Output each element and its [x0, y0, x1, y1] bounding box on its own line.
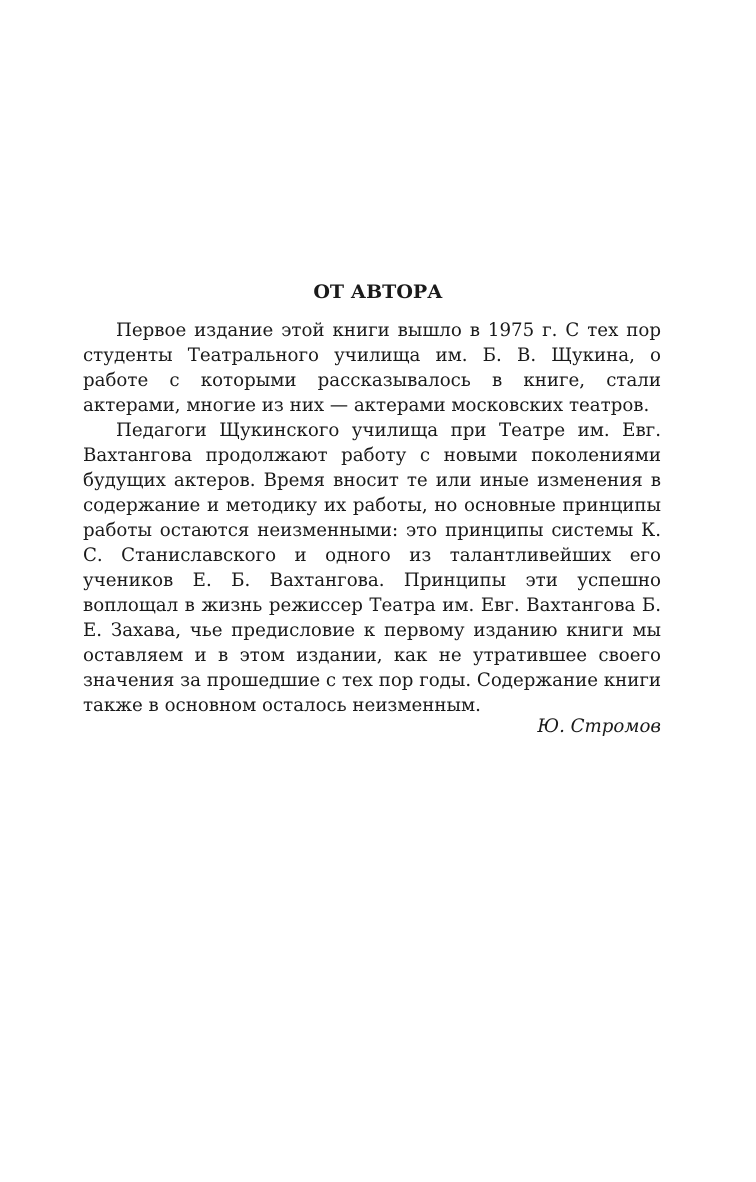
page-title: ОТ АВТОРА: [313, 281, 443, 303]
author-signature: Ю. Стромов: [537, 716, 661, 737]
body-text: [83, 318, 661, 718]
paragraph-1: Первое издание этой книги вышло в 1975 г. С тех пор студенты Театрального училища им. Б. В. Щукина, о работе с которыми рассказывалось в книге, стали актерами, многие из них — актерами московских театров.: [83, 320, 661, 416]
paragraph-2: Педагоги Щукинского училища при Театре им. Евг. Вахтангова продолжают работу с новыми поколениями будущих актеров. Время вносит те или иные изменения в содержание и методику их работы, но основные принципы работы остаются неизменными: это принципы системы К. С. Станиславского и одного из талантливейших его учеников Е. Б. Вахтангова. Принципы эти успешно воплощал в жизнь режиссер Театра им. Евг. Вахтангова Б. Е. Захава, чье предисловие к первому изданию книги мы оставляем и в этом издании, как не утратившее своего значения за прошедшие с тех пор годы. Содержание книги также в основном осталось неизменным.: [83, 420, 662, 716]
